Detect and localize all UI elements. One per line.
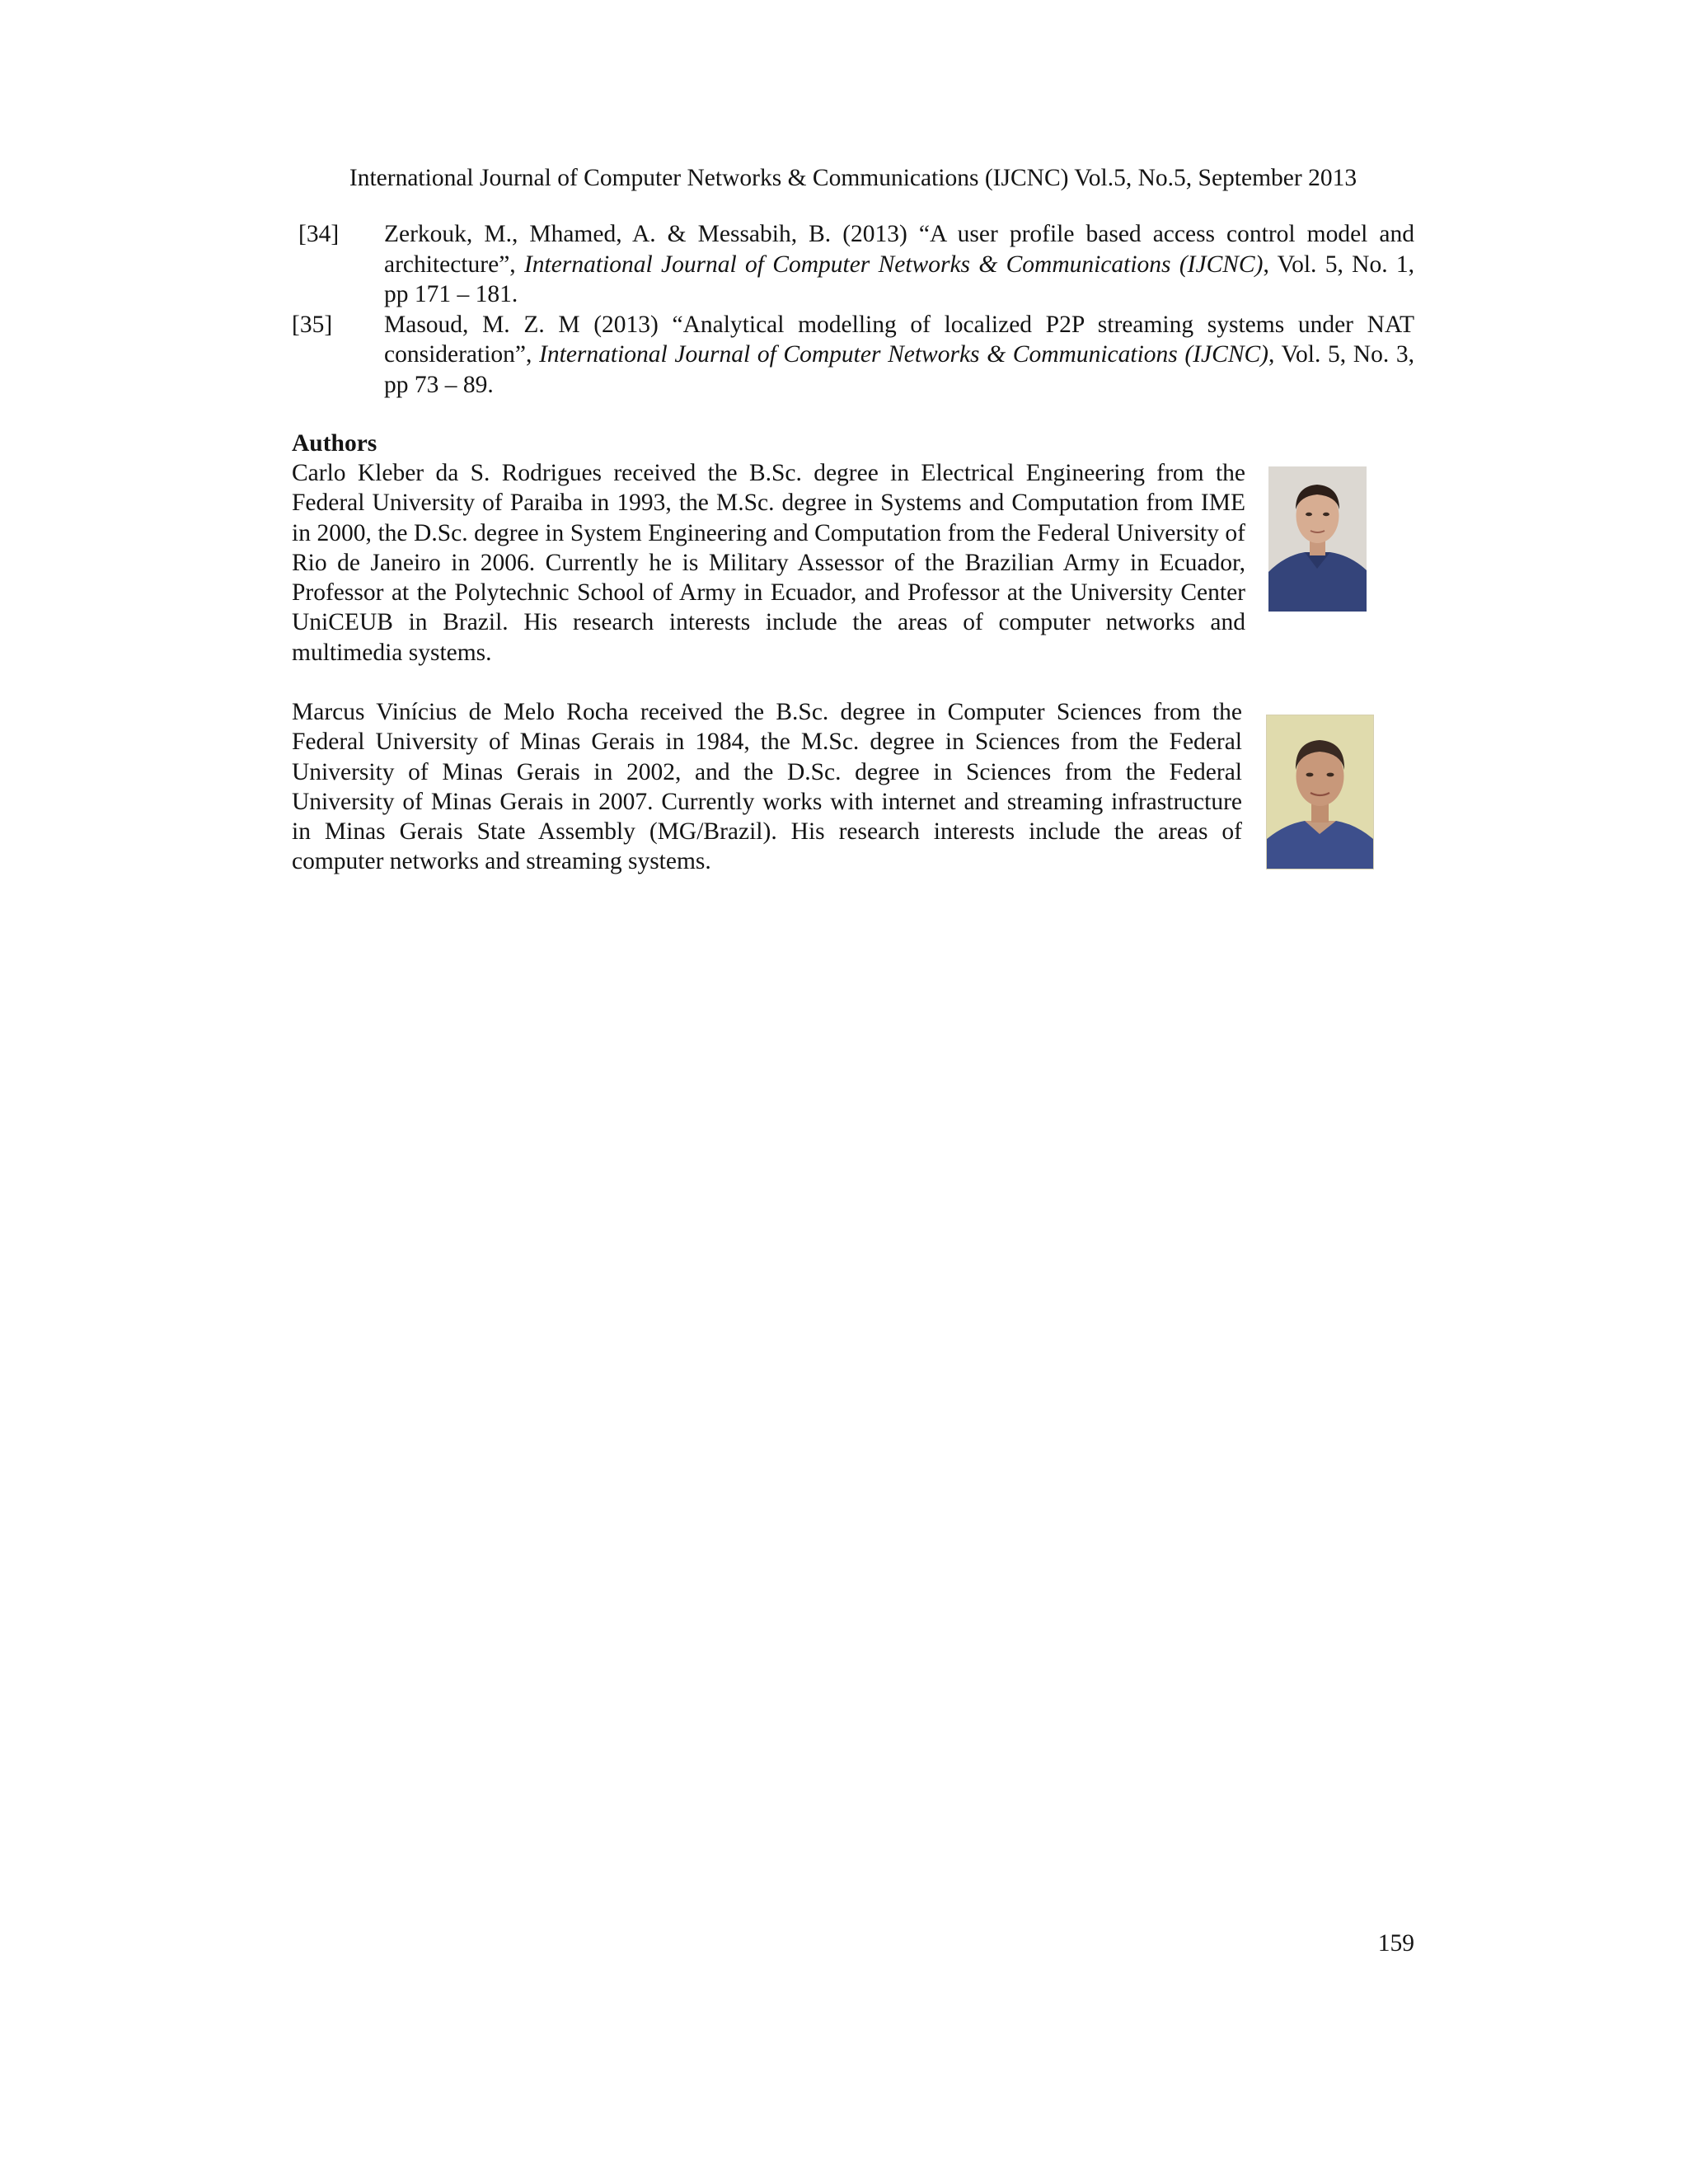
reference-list	[292, 219, 1414, 400]
page-number: 159	[1377, 1930, 1414, 1957]
author-photo	[1266, 715, 1374, 869]
reference-item	[292, 219, 1414, 310]
reference-text	[384, 310, 1414, 401]
reference-authors-title: Masoud, M. Z. M (2013) “Analytical modelling of localized P2P streaming systems under NAT consideration”,	[384, 311, 1414, 368]
reference-volume: , Vol. 5, No. 3, pp 73 – 89.	[384, 341, 1414, 398]
author-bio: Marcus Vinícius de Melo Rocha received the B.Sc. degree in Computer Sciences from the Federal University of Minas Gerais in 1984, the M.Sc. degree in Sciences from the Federal University of Minas Gerais in 2002, and the D.Sc. degree in Sciences from the Federal University of Minas Gerais in 2007. Currently works with internet and streaming infrastructure in Minas Gerais State Assembly (MG/Brazil). His research interests include the areas of computer networks and streaming systems.	[292, 699, 1242, 875]
reference-number: [34]	[298, 221, 340, 247]
reference-authors-title: Zerkouk, M., Mhamed, A. & Messabih, B. (2013) “A user profile based access control model and architecture”,	[384, 221, 1414, 278]
reference-item	[292, 310, 1414, 401]
running-header: International Journal of Computer Networks & Communications (IJCNC) Vol.5, No.5, September 2013	[349, 165, 1357, 191]
reference-number: [35]	[292, 311, 333, 338]
author-photo	[1268, 466, 1367, 612]
reference-text	[384, 219, 1414, 310]
authors-heading: Authors	[292, 430, 377, 457]
author-bio: Carlo Kleber da S. Rodrigues received the B.Sc. degree in Electrical Engineering from the Federal University of Paraiba in 1993, the M.Sc. degree in Systems and Computation from IME in 2000, the D.Sc. degree in System Engineering and Computation from the Federal University of Rio de Janeiro in 2006. Currently he is Military Assessor of the Brazilian Army in Ecuador, Professor at the Polytechnic School of Army in Ecuador, and Professor at the University Center UniCEUB in Brazil. His research interests include the areas of computer networks and multimedia systems.	[292, 460, 1245, 666]
reference-volume: , Vol. 5, No. 1, pp 171 – 181.	[384, 251, 1414, 307]
reference-journal: International Journal of Computer Networks & Communications (IJCNC)	[523, 251, 1264, 278]
author-portrait-image	[1268, 466, 1367, 612]
authors-section	[292, 429, 377, 458]
author-portrait-image	[1267, 715, 1373, 869]
reference-journal: International Journal of Computer Networks & Communications (IJCNC)	[539, 341, 1269, 368]
